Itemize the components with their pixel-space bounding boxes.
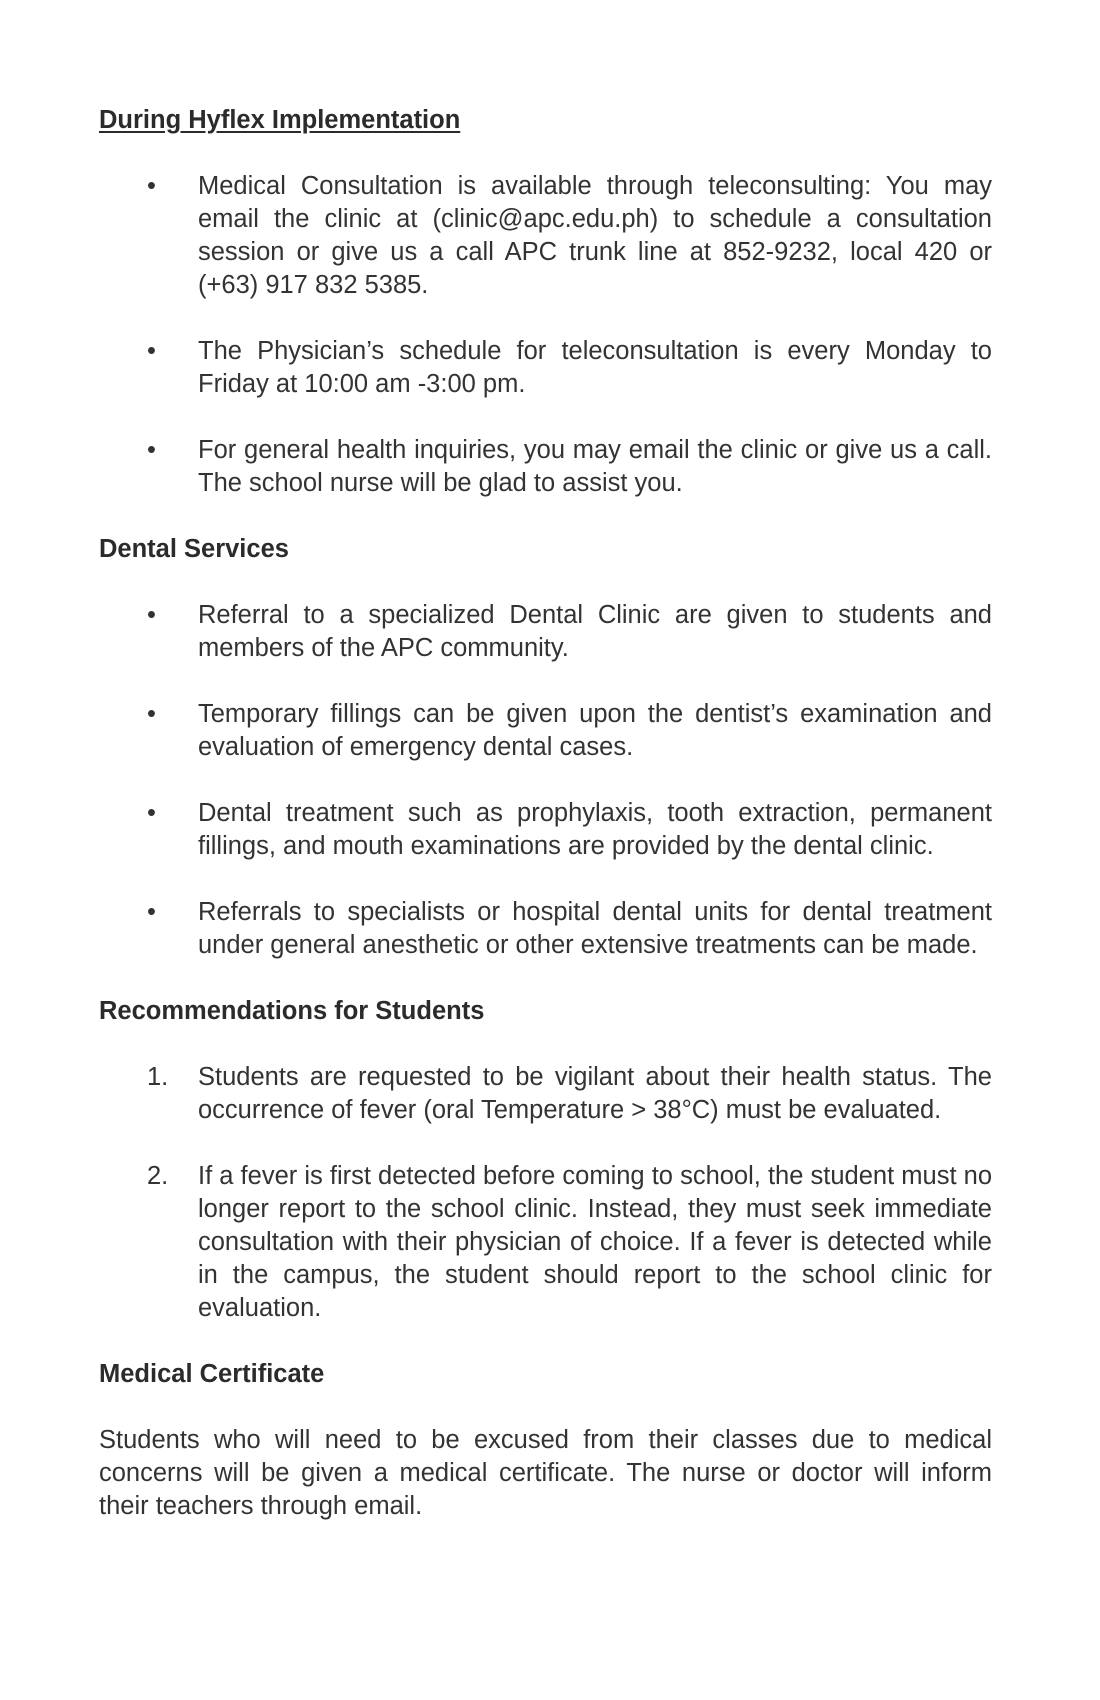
list-item-text: Temporary fillings can be given upon the dentist’s examination and evaluation of emergency dental cases. [198, 700, 992, 761]
list-item-text: Referral to a specialized Dental Clinic are given to students and members of the APC community. [198, 601, 992, 662]
bullet: • [147, 337, 156, 365]
dental-list [99, 599, 992, 962]
medical-certificate-paragraph: Students who will need to be excused from their classes due to medical concerns will be given a medical certificate. The nurse or doctor will inform their teachers through email. [99, 1426, 992, 1520]
list-item [99, 698, 992, 764]
section-heading-hyflex: During Hyflex Implementation [99, 106, 461, 134]
list-item-text: If a fever is first detected before coming to school, the student must no longer report to the school clinic. Instead, they must seek immediate consultation with their physician of choice. If a fever is detected while in the campus, the student should report to the school clinic for evaluation. [198, 1162, 992, 1322]
bullet: • [147, 799, 156, 827]
list-item-text: For general health inquiries, you may email the clinic or give us a call. The school nurse will be glad to assist you. [198, 436, 992, 497]
bullet: • [147, 898, 156, 926]
section-heading-medical-certificate: Medical Certificate [99, 1360, 325, 1388]
list-item [99, 434, 992, 500]
list-item [99, 797, 992, 863]
hyflex-list [99, 170, 992, 500]
list-item-text: Students are requested to be vigilant about their health status. The occurrence of fever (oral Temperature > 38°C) must be evaluated. [198, 1063, 992, 1124]
list-item [99, 1160, 992, 1325]
section-heading-recommendations: Recommendations for Students [99, 997, 485, 1025]
list-number: 2. [147, 1162, 169, 1190]
recommendations-list [99, 1061, 992, 1325]
bullet: • [147, 436, 156, 464]
list-item-text: The Physician’s schedule for teleconsultation is every Monday to Friday at 10:00 am -3:00 pm. [198, 337, 992, 398]
list-item [99, 335, 992, 401]
list-number: 1. [147, 1063, 169, 1091]
list-item [99, 1061, 992, 1127]
list-item [99, 170, 992, 302]
bullet: • [147, 601, 156, 629]
list-item-text: Referrals to specialists or hospital dental units for dental treatment under general anesthetic or other extensive treatments can be made. [198, 898, 992, 959]
list-item [99, 896, 992, 962]
list-item-text: Medical Consultation is available through teleconsulting: You may email the clinic at (clinic@apc.edu.ph) to schedule a consultation session or give us a call APC trunk line at 852-9232, local 420 or (+63) 917 832 5385. [198, 172, 992, 299]
bullet: • [147, 700, 156, 728]
bullet: • [147, 172, 156, 200]
list-item [99, 599, 992, 665]
list-item-text: Dental treatment such as prophylaxis, tooth extraction, permanent fillings, and mouth examinations are provided by the dental clinic. [198, 799, 992, 860]
section-heading-dental: Dental Services [99, 535, 289, 563]
